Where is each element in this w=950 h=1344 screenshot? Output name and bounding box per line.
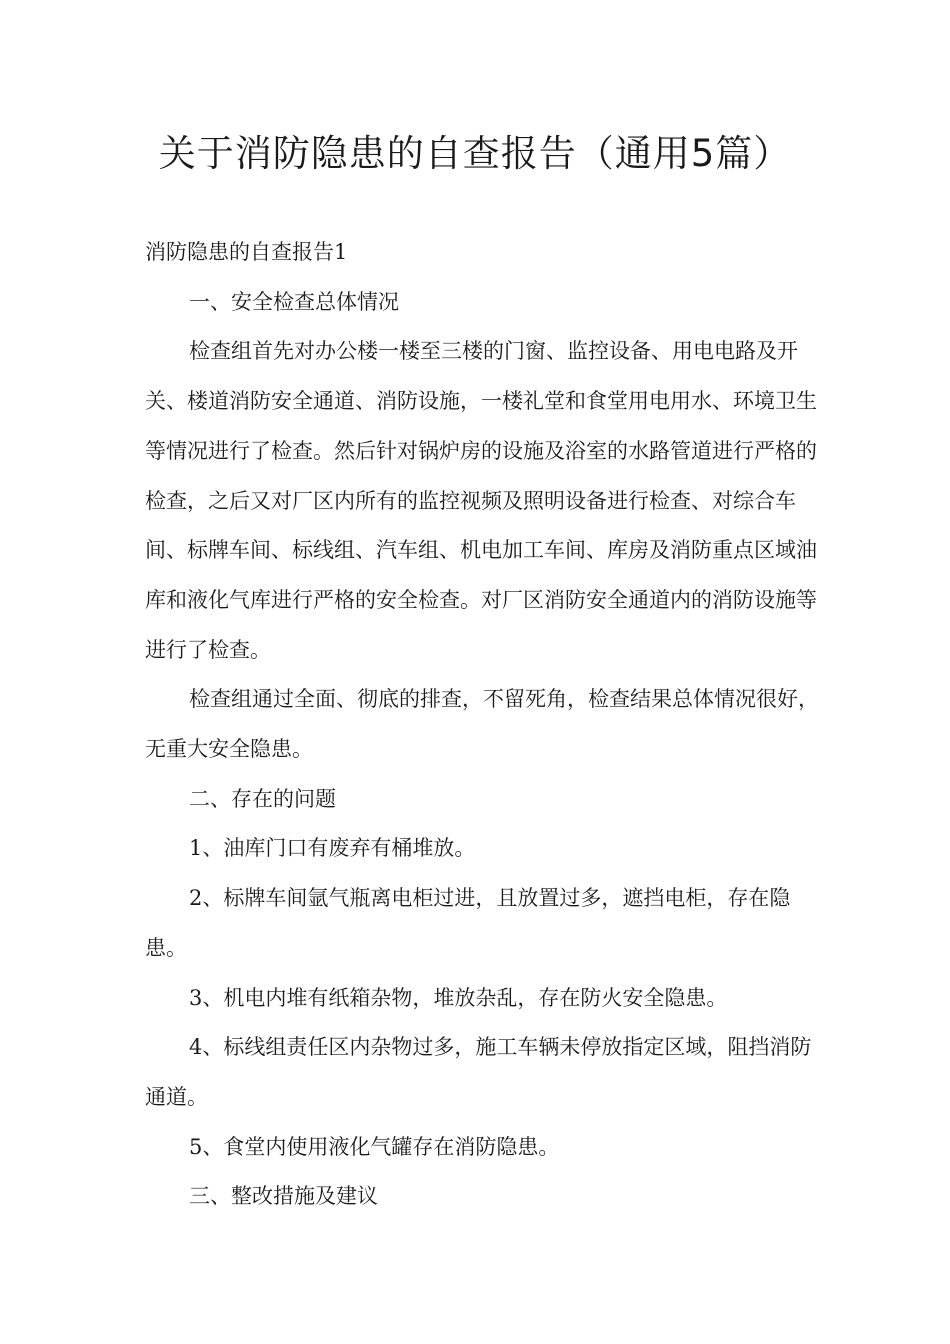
document-title: 关于消防隐患的自查报告（通用5篇） bbox=[158, 132, 792, 175]
heading-overall-situation: 一、安全检查总体情况 bbox=[189, 289, 399, 314]
issue-item: 1、油库门口有废弃有桶堆放。 bbox=[189, 836, 476, 861]
issue-item: 2、标牌车间氩气瓶离电柜过进，且放置过多，遮挡电柜，存在隐患。 bbox=[145, 886, 791, 960]
heading-existing-problems: 二、存在的问题 bbox=[189, 786, 336, 811]
issue-item: 5、食堂内使用液化气罐存在消防隐患。 bbox=[189, 1134, 560, 1159]
issue-item: 3、机电内堆有纸箱杂物，堆放杂乱，存在防火安全隐患。 bbox=[189, 985, 728, 1010]
heading-rectification-measures: 三、整改措施及建议 bbox=[189, 1184, 378, 1209]
paragraph-inspection-scope: 检查组首先对办公楼一楼至三楼的门窗、监控设备、用电电路及开关、楼道消防安全通道、消防设施，一楼礼堂和食堂用电用水、环境卫生等情况进行了检查。然后针对锅炉房的设施及浴室的水路管道进行严格的检查，之后又对厂区内所有的监控视频及照明设备进行检查、对综合车间、标牌车间、标线组、汽车组、机电加工车间、库房及消防重点区域油库和液化气库进行严格的安全检查。对厂区消防安全通道内的消防设施等进行了检查。 bbox=[145, 339, 817, 662]
document-body bbox=[145, 228, 825, 1222]
issue-item: 4、标线组责任区内杂物过多，施工车辆未停放指定区域，阻挡消防通道。 bbox=[145, 1035, 812, 1109]
section-title: 消防隐患的自查报告1 bbox=[145, 240, 348, 264]
paragraph-inspection-result: 检查组通过全面、彻底的排查，不留死角，检查结果总体情况很好，无重大安全隐患。 bbox=[145, 687, 819, 762]
